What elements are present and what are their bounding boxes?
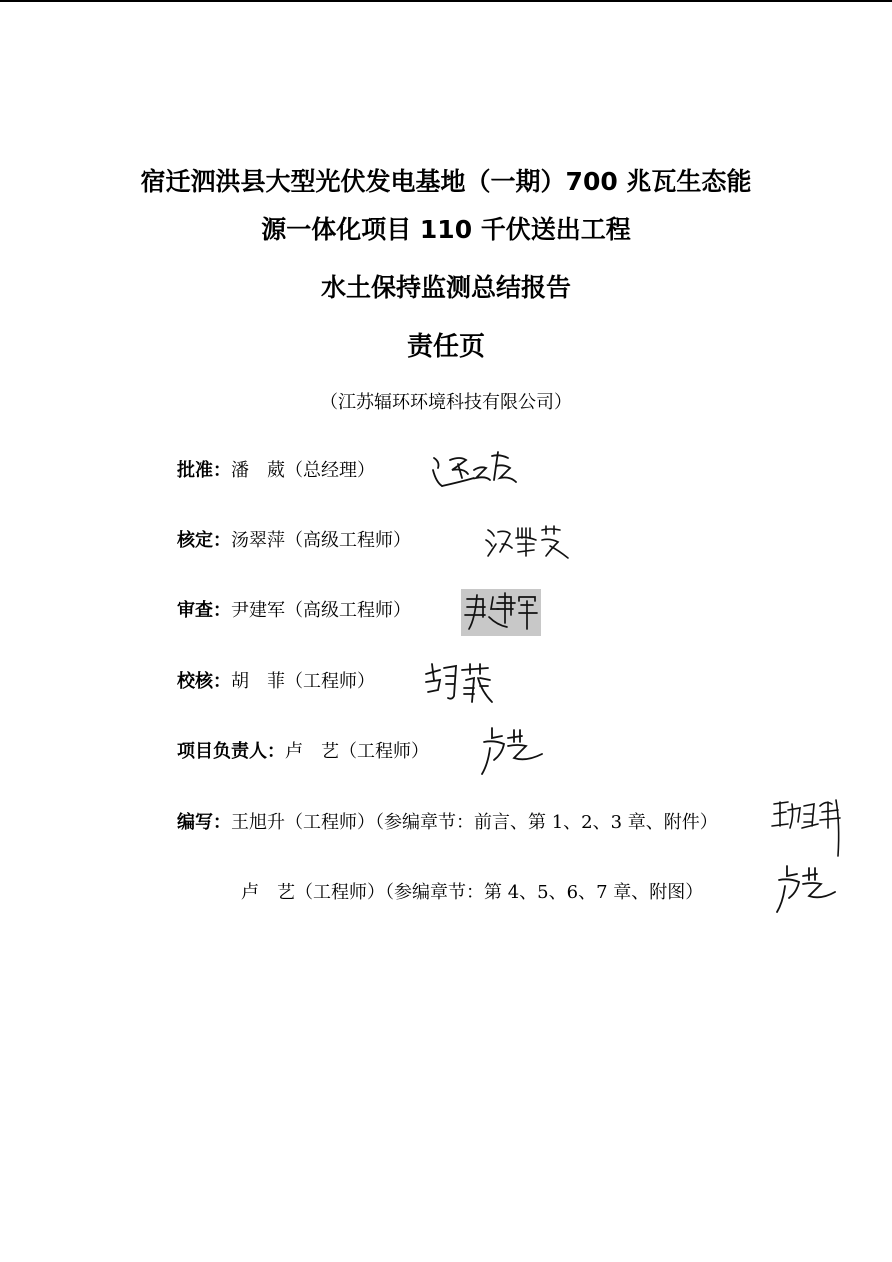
verification-signature xyxy=(484,522,572,564)
approval-person: 潘 葳（总经理） xyxy=(231,460,375,481)
verification-person: 汤翠萍（高级工程师） xyxy=(231,530,411,551)
page-heading: 责任页 xyxy=(406,332,485,362)
project-leader-row xyxy=(177,740,429,764)
proofread-person: 胡 菲（工程师） xyxy=(231,671,375,692)
author-2-signature xyxy=(773,862,839,914)
report-title-line-2: 源一体化项目 110 千伏送出工程 xyxy=(261,215,631,244)
review-row xyxy=(177,599,411,623)
approval-label: 批准： xyxy=(177,460,231,481)
project-leader-label: 项目负责人： xyxy=(177,741,285,762)
review-signature xyxy=(461,589,541,636)
author-1-person: 王旭升（工程师）（参编章节：前言、第 1、2、3 章、附件） xyxy=(231,812,718,833)
report-subtitle: 水土保持监测总结报告 xyxy=(320,273,571,302)
verification-row xyxy=(177,529,411,553)
verification-label: 核定： xyxy=(177,530,231,551)
author-label: 编写： xyxy=(177,812,231,833)
project-leader-person: 卢 艺（工程师） xyxy=(285,741,429,762)
proofread-label: 校核： xyxy=(177,671,231,692)
approval-signature xyxy=(430,448,522,490)
approval-row xyxy=(177,459,375,483)
author-row-2 xyxy=(241,881,703,905)
report-title-line-1: 宿迁泗洪县大型光伏发电基地（一期）700 兆瓦生态能 xyxy=(140,167,752,196)
company-name: （江苏辐环环境科技有限公司） xyxy=(320,392,572,413)
proofread-row xyxy=(177,670,375,694)
review-label: 审查： xyxy=(177,600,231,621)
review-person: 尹建军（高级工程师） xyxy=(231,600,411,621)
project-leader-signature xyxy=(478,724,548,776)
author-row-1 xyxy=(177,811,718,835)
proofread-signature xyxy=(422,660,496,706)
top-border-line xyxy=(0,0,892,2)
author-1-signature xyxy=(770,796,844,860)
author-2-person: 卢 艺（工程师）（参编章节：第 4、5、6、7 章、附图） xyxy=(241,882,704,903)
